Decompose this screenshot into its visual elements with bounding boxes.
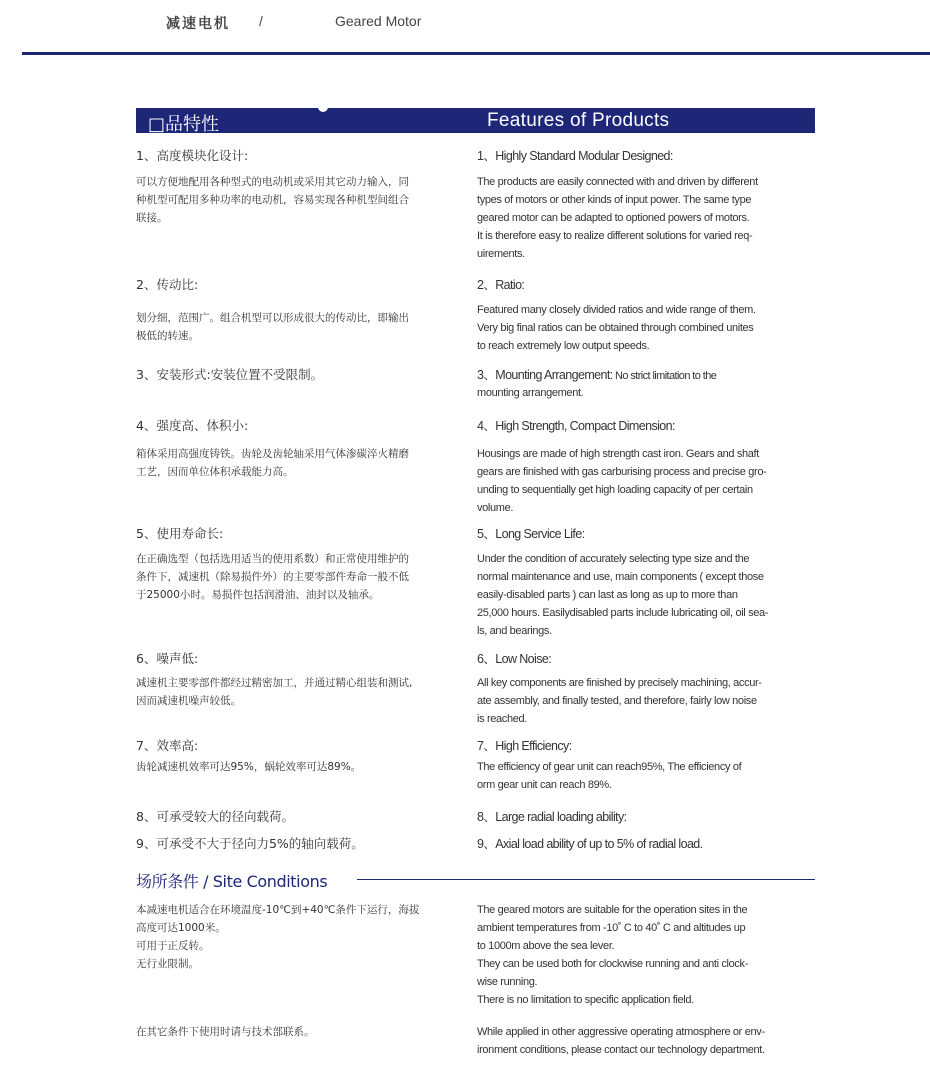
- feature-cn-8: [136, 808, 456, 826]
- feature-cn-3: [136, 366, 456, 384]
- text-line: They can be used both for clockwise running and anti clock-: [477, 958, 749, 970]
- text-line: 本减速电机适合在环境温度-10℃到+40℃条件下运行，海拔: [136, 904, 420, 916]
- text-line: 齿轮减速机效率可达95%，蜗轮效率可达89%。: [136, 761, 362, 773]
- text-line: 因而减速机噪声较低。: [136, 695, 241, 707]
- feature-cn-5: [136, 525, 456, 543]
- site-conditions-divider: [357, 879, 815, 880]
- feature-heading-en: 2、Ratio:: [477, 278, 525, 292]
- text-line: 减速机主要零部件都经过精密加工，并通过精心组装和测试,: [136, 677, 413, 689]
- feature-inline-text: No strict limitation to the: [612, 370, 717, 382]
- feature-body-en: [477, 550, 817, 640]
- text-line: While applied in other aggressive operating atmosphere or env-: [477, 1026, 765, 1038]
- text-line: 可用于正反转。: [136, 940, 210, 952]
- site-text-cn: [136, 1023, 456, 1041]
- feature-body-cn: [136, 674, 456, 710]
- site-text-cn: [136, 901, 456, 973]
- text-line: volume.: [477, 502, 514, 514]
- text-line: is reached.: [477, 713, 527, 725]
- feature-heading-en: 7、High Efficiency:: [477, 739, 572, 753]
- text-line: 无行业限制。: [136, 958, 199, 970]
- text-line: 可以方便地配用各种型式的电动机或采用其它动力输入，同: [136, 176, 409, 188]
- section-banner: [136, 108, 815, 133]
- feature-body-en: [477, 758, 817, 794]
- feature-heading-cn: 2、传动比:: [136, 277, 199, 292]
- feature-body-en: [477, 445, 817, 517]
- feature-en-1: [477, 147, 817, 165]
- feature-en-6: [477, 650, 817, 668]
- feature-heading-en: 1、Highly Standard Modular Designed:: [477, 149, 673, 163]
- text-line: orm gear unit can reach 89%.: [477, 779, 612, 791]
- site-text-en: [477, 1023, 817, 1059]
- banner-title-en: Features of Products: [487, 110, 670, 131]
- text-line: The efficiency of gear unit can reach95%, The efficiency of: [477, 761, 742, 773]
- text-line: 划分细，范围广。组合机型可以形成很大的传动比，即输出: [136, 312, 409, 324]
- text-line: unding to sequentially get high loading capacity of per certain: [477, 484, 753, 496]
- text-line: easily-disabled parts ) can last as long as up to more than: [477, 589, 738, 601]
- feature-cn-9: [136, 835, 456, 853]
- text-line: The geared motors are suitable for the operation sites in the: [477, 904, 748, 916]
- feature-heading-en: 5、Long Service Life:: [477, 527, 585, 541]
- text-line: 箱体采用高强度铸铁。齿轮及齿轮轴采用气体渗碳淬火精磨: [136, 448, 409, 460]
- text-line: 在正确选型（包括选用适当的使用系数）和正常使用维护的: [136, 553, 409, 565]
- site-conditions-title: 场所条件 / Site Conditions: [136, 872, 328, 891]
- text-line: Under the condition of accurately selecting type size and the: [477, 553, 750, 565]
- feature-heading-en: 8、Large radial loading ability:: [477, 810, 627, 824]
- text-line: gears are finished with gas carburising process and precise gro-: [477, 466, 767, 478]
- feature-heading-en: 6、Low Noise:: [477, 652, 552, 666]
- text-line: ls, and bearings.: [477, 625, 552, 637]
- feature-cn-2: [136, 276, 456, 294]
- feature-en-5: [477, 525, 817, 543]
- text-line: types of motors or other kinds of input power. The same type: [477, 194, 752, 206]
- text-line: ate assembly, and finally tested, and therefore, fairly low noise: [477, 695, 757, 707]
- feature-heading-cn: 1、高度模块化设计:: [136, 148, 249, 163]
- text-line: All key components are finished by precisely machining, accur-: [477, 677, 762, 689]
- feature-heading-en: 9、Axial load ability of up to 5% of radial load.: [477, 837, 703, 851]
- site-text-en: [477, 901, 817, 1009]
- text-line: 联接。: [136, 212, 168, 224]
- feature-en-8: [477, 808, 817, 826]
- text-line: uirements.: [477, 248, 525, 260]
- text-line: Very big final ratios can be obtained through combined unites: [477, 322, 754, 334]
- feature-heading-cn: 3、安装形式:安装位置不受限制。: [136, 367, 324, 382]
- feature-en-9: [477, 835, 817, 853]
- feature-body-cn: [136, 550, 456, 604]
- text-line: The products are easily connected with and driven by different: [477, 176, 758, 188]
- feature-en-7: [477, 737, 817, 755]
- text-line: 极低的转速。: [136, 330, 199, 342]
- feature-heading-cn: 9、可承受不大于径向力5%的轴向载荷。: [136, 836, 364, 851]
- breadcrumb-cn: 减速电机: [166, 16, 230, 32]
- feature-cn-6: [136, 650, 456, 668]
- feature-heading-cn: 5、使用寿命长:: [136, 526, 224, 541]
- text-line: 种机型可配用多种功率的电动机，容易实现各种机型间组合: [136, 194, 409, 206]
- feature-en-4: [477, 417, 817, 435]
- feature-body-en: [477, 384, 817, 402]
- feature-heading-cn: 6、噪声低:: [136, 651, 199, 666]
- feature-cn-7: [136, 737, 456, 755]
- text-line: 工艺，因而单位体积承载能力高。: [136, 466, 294, 478]
- text-line: It is therefore easy to realize different solutions for varied req-: [477, 230, 753, 242]
- text-line: mounting arrangement.: [477, 387, 584, 399]
- text-line: geared motor can be adapted to optioned powers of motors.: [477, 212, 750, 224]
- text-line: to reach extremely low output speeds.: [477, 340, 650, 352]
- feature-en-3: [477, 366, 817, 385]
- text-line: 高度可达1000米。: [136, 922, 226, 934]
- feature-body-en: [477, 173, 817, 263]
- feature-body-cn: [136, 173, 456, 227]
- breadcrumb-en: Geared Motor: [335, 13, 422, 29]
- feature-heading-cn: 7、效率高:: [136, 738, 199, 753]
- feature-body-cn: [136, 758, 456, 776]
- feature-cn-4: [136, 417, 456, 435]
- text-line: 在其它条件下使用时请与技术部联系。: [136, 1026, 315, 1038]
- text-line: wise running.: [477, 976, 538, 988]
- breadcrumb-separator: /: [259, 13, 263, 29]
- feature-heading-cn: 8、可承受较大的径向载荷。: [136, 809, 294, 824]
- feature-body-cn: [136, 445, 456, 481]
- feature-cn-1: [136, 147, 456, 165]
- feature-heading-en: 4、High Strength, Compact Dimension:: [477, 419, 675, 433]
- banner-title-cn: □品特性: [148, 114, 220, 135]
- text-line: 于25000小时。易损件包括润滑油、油封以及轴承。: [136, 589, 380, 601]
- text-line: normal maintenance and use, main components ( except those: [477, 571, 764, 583]
- feature-heading-cn: 4、强度高、体积小:: [136, 418, 249, 433]
- text-line: Housings are made of high strength cast iron. Gears and shaft: [477, 448, 759, 460]
- text-line: 25,000 hours. Easilydisabled parts include lubricating oil, oil sea-: [477, 607, 769, 619]
- feature-en-2: [477, 276, 817, 294]
- text-line: 条件下，减速机（除易损件外）的主要零部件寿命一般不低: [136, 571, 409, 583]
- header-divider: [22, 52, 930, 55]
- text-line: ambient temperatures from -10˚ C to 40˚ C and altitudes up: [477, 922, 746, 934]
- text-line: to 1000m above the sea lever.: [477, 940, 615, 952]
- text-line: Featured many closely divided ratios and wide range of them.: [477, 304, 756, 316]
- text-line: ironment conditions, please contact our technology department.: [477, 1044, 765, 1056]
- feature-body-en: [477, 301, 817, 355]
- feature-body-cn: [136, 309, 456, 345]
- feature-heading-en: 3、Mounting Arrangement: No strict limitation to the: [477, 368, 717, 382]
- feature-body-en: [477, 674, 817, 728]
- text-line: There is no limitation to specific application field.: [477, 994, 694, 1006]
